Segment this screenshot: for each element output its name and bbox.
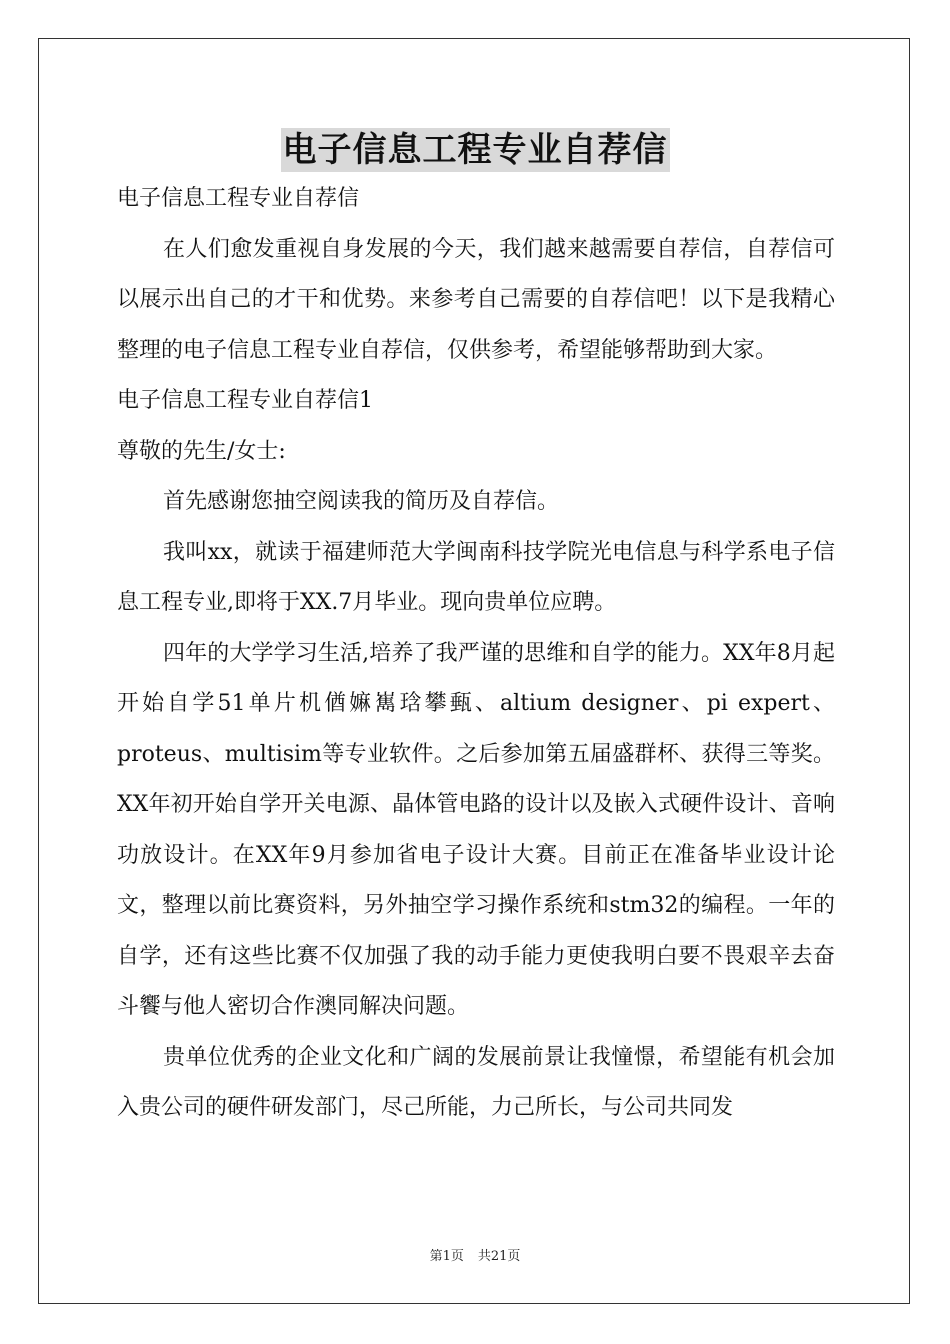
paragraph-experience: 四年的大学学习生活,培养了我严谨的思维和自学的能力。XX年8月起开始自学51单片机偤嫲嶲琀攀甀、altium designer、pi expert、proteus、multisim等专业软件。之后参加第五届盛群杯、获得三等奖。XX年初开始自学开关电源、晶体管电路的设计以及嵌入式硬件设计、音响功放设计。在XX年9月参加省电子设计大赛。目前正在准备毕业设计论文，整理以前比赛资料，另外抽空学习操作系统和stm32的编程。一年的自学，还有这些比赛不仅加强了我的动手能力更使我明白要不畏艰辛去奋斗饗与他人密切合作澳同解决问题。 xyxy=(117,640,835,1019)
paragraph-subtitle: 电子信息工程专业自荐信 xyxy=(117,186,360,211)
page-number: 第1页 xyxy=(429,1249,464,1264)
paragraph-thanks: 首先感谢您抽空阅读我的简历及自荐信。 xyxy=(163,489,560,514)
paragraph-intro: 在人们愈发重视自身发展的今天，我们越来越需要自荐信，自荐信可以展示出自己的才干和优势。来参考自己需要的自荐信吧！以下是我精心整理的电子信息工程专业自荐信，仅供参考，希望能够帮助到大家。 xyxy=(117,236,835,363)
total-pages: 共21页 xyxy=(477,1249,521,1264)
paragraph-self-intro: 我叫xx，就读于福建师范大学闽南科技学院光电信息与科学系电子信息工程专业,即将于XX.7月毕业。现向贵单位应聘。 xyxy=(117,539,835,615)
paragraph-salutation: 尊敬的先生/女士: xyxy=(117,438,286,464)
paragraph-heading-1: 电子信息工程专业自荐信1 xyxy=(117,388,373,413)
title-wrap xyxy=(0,128,950,172)
paragraph-aspiration: 贵单位优秀的企业文化和广阔的发展前景让我憧憬，希望能有机会加入贵公司的硬件研发部门，尽己所能，力己所长，与公司共同发 xyxy=(117,1044,835,1120)
document-body xyxy=(117,174,835,1134)
document-title: 电子信息工程专业自荐信 xyxy=(282,130,668,170)
page-footer xyxy=(0,1248,950,1266)
